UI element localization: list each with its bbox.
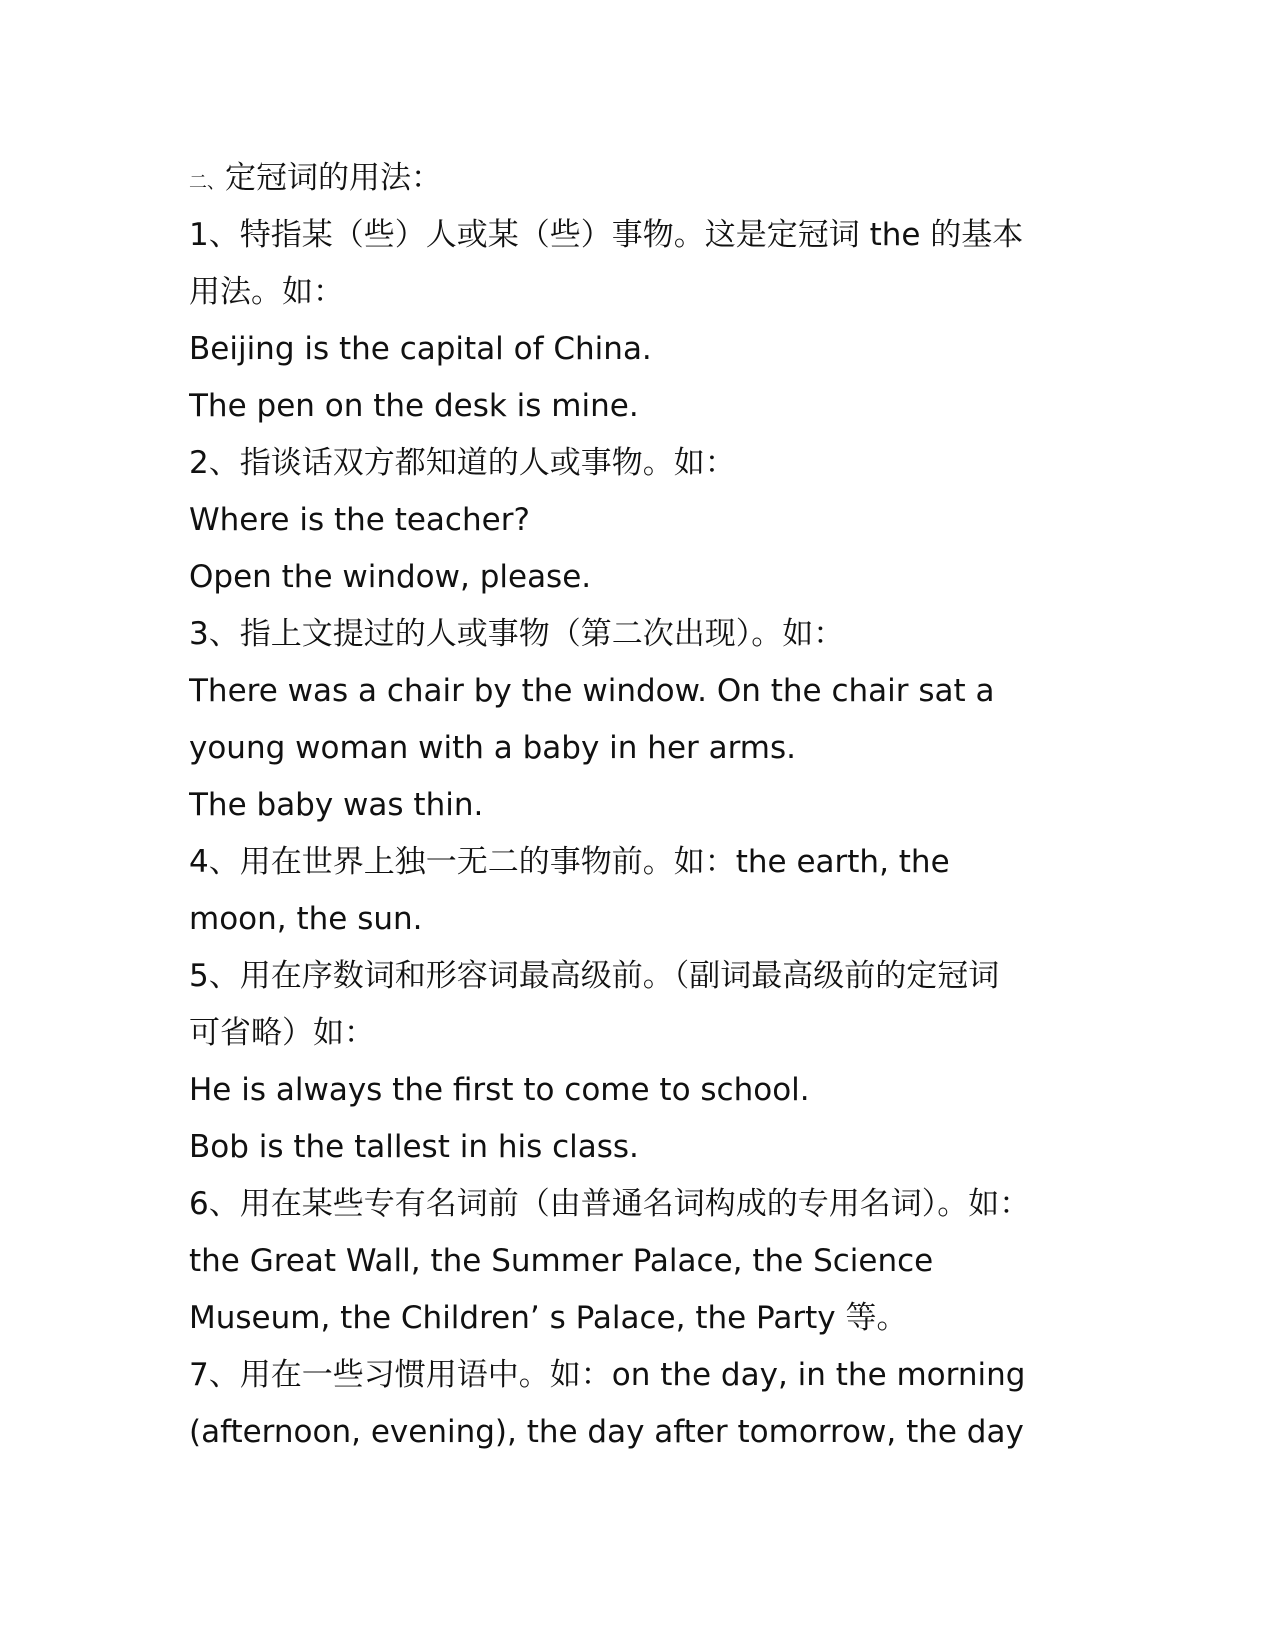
rule-4-text: 4、用在世界上独一无二的事物前。如：the earth, the: [189, 844, 950, 880]
document-body: [189, 150, 1109, 1461]
example-sentence: Open the window, please.: [189, 559, 592, 595]
section-heading: [189, 150, 1109, 207]
rule-4-text-cont: moon, the sun.: [189, 901, 423, 937]
example-sentence: Bob is the tallest in his class.: [189, 1129, 639, 1165]
example-sentence: The pen on the desk is mine.: [189, 388, 639, 424]
rule-7-text: 7、用在一些习惯用语中。如：on the day, in the morning: [189, 1357, 1026, 1393]
rule-2-text: 2、指谈话双方都知道的人或事物。如：: [189, 445, 736, 481]
rule-6-examples: the Great Wall, the Summer Palace, the Science: [189, 1243, 934, 1279]
example-sentence: The baby was thin.: [189, 787, 484, 823]
example-sentence: Where is the teacher?: [189, 502, 530, 538]
rule-6-text: 6、用在某些专有名词前（由普通名词构成的专用名词）。如：: [189, 1186, 1031, 1222]
rule-6-examples-cont: Museum, the Children’ s Palace, the Party 等。: [189, 1300, 908, 1336]
example-sentence: There was a chair by the window. On the chair sat a: [189, 673, 995, 709]
example-sentence: He is always the first to come to school.: [189, 1072, 810, 1108]
rule-1-text-cont: 用法。如：: [189, 274, 344, 310]
rule-1-text: 1、特指某（些）人或某（些）事物。这是定冠词 the 的基本: [189, 217, 1024, 253]
section-title: 定冠词的用法：: [225, 160, 442, 196]
rule-5-text-cont: 可省略）如：: [189, 1015, 375, 1051]
section-number: 二、: [189, 172, 225, 193]
rule-5-text: 5、用在序数词和形容词最高级前。（副词最高级前的定冠词: [189, 958, 1000, 994]
example-sentence-cont: young woman with a baby in her arms.: [189, 730, 797, 766]
rule-3-text: 3、指上文提过的人或事物（第二次出现）。如：: [189, 616, 845, 652]
example-sentence: Beijing is the capital of China.: [189, 331, 652, 367]
rule-7-text-cont: (afternoon, evening), the day after tomorrow, the day: [189, 1414, 1024, 1450]
